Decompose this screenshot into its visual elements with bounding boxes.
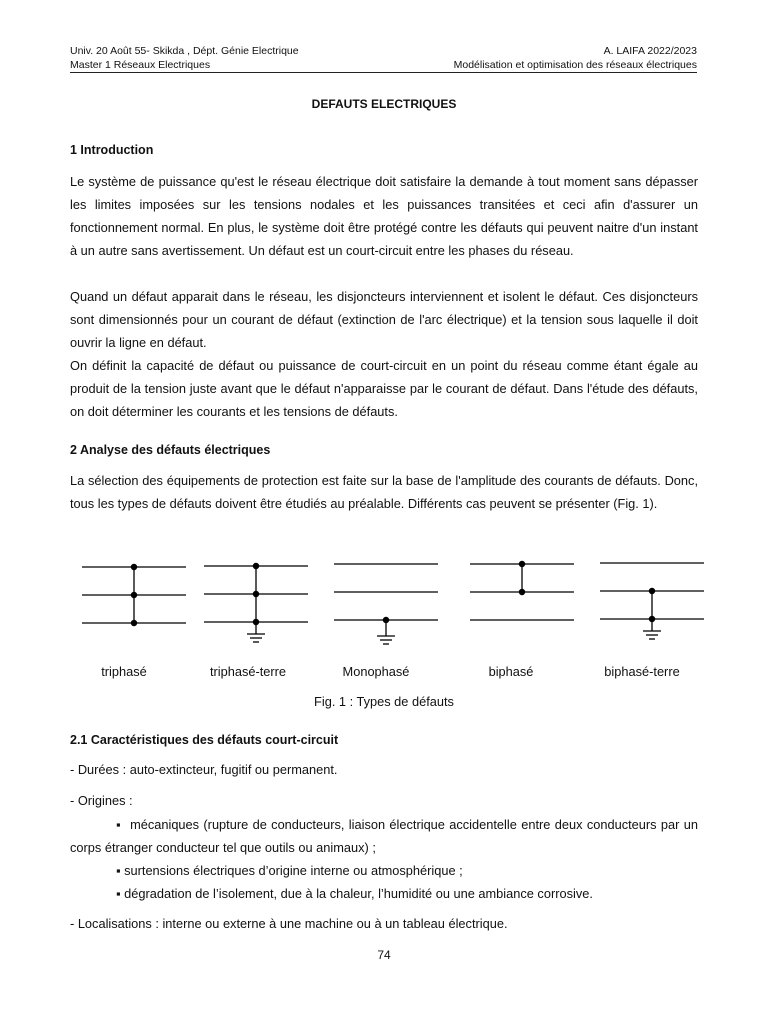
bullet-marker: ▪ xyxy=(116,886,121,901)
bullet-text: mécaniques (rupture de conducteurs, liaison électrique accidentelle entre deux conducteurs par un corps étranger conducteur tel que outils ou animaux) ; xyxy=(70,817,698,855)
origines-line: - Origines : xyxy=(70,793,133,808)
durees-line: - Durées : auto-extincteur, fugitif ou permanent. xyxy=(70,762,338,777)
bullet-marker: ▪ xyxy=(116,863,121,878)
diagram-biphase xyxy=(470,561,574,620)
section-2-heading: 2 Analyse des défauts électriques xyxy=(70,443,271,457)
document-title: DEFAUTS ELECTRIQUES xyxy=(311,97,457,111)
fault-types-figure xyxy=(0,550,768,650)
analysis-paragraph: La sélection des équipements de protection est faite sur la base de l'amplitude des courants de défauts. Donc, tous les types de défauts doivent être étudiés au préalable. Différents cas peuvent se présenter (Fig. 1). xyxy=(70,473,698,511)
localisations-line: - Localisations : interne ou externe à une machine ou à un tableau électrique. xyxy=(70,916,508,931)
bullet-mecaniques xyxy=(70,813,698,859)
header-program: Master 1 Réseaux Electriques xyxy=(70,59,211,71)
diagram-biphase-terre xyxy=(600,563,704,639)
bullet-surtensions xyxy=(116,863,463,878)
page-header-row-2 xyxy=(70,58,697,73)
label-monophase: Monophasé xyxy=(342,664,410,679)
label-triphase-terre: triphasé-terre xyxy=(209,664,287,679)
header-author-year: A. LAIFA 2022/2023 xyxy=(603,45,697,57)
intro-paragraph-3: On définit la capacité de défaut ou puissance de court-circuit en un point du réseau comme étant égale au produit de la tension juste avant que le défaut n'apparaisse par le courant de défaut. Dans l'étude des défauts, on doit déterminer les courants et les tensions de défauts. xyxy=(70,358,698,419)
bullet-text: dégradation de l’isolement, due à la chaleur, l’humidité ou une ambiance corrosive. xyxy=(124,886,593,901)
page-number: 74 xyxy=(377,948,391,962)
intro-paragraph-1: Le système de puissance qu'est le réseau électrique doit satisfaire la demande à tout moment sans dépasser les limites imposées sur les tensions nodales et les puissances transitées et ceci afin d'assurer un fonctionnement normal. En plus, le système doit être protégé contre les défauts qui peuvent naitre d'un instant à un autre sans avertissement. Un défaut est un court-circuit entre les phases du réseau. xyxy=(70,174,698,258)
diagram-triphase-terre xyxy=(204,563,308,642)
diagram-monophase xyxy=(334,564,438,644)
header-course: Modélisation et optimisation des réseaux électriques xyxy=(453,59,697,71)
diagram-triphase xyxy=(82,564,186,625)
intro-paragraph-2: Quand un défaut apparait dans le réseau, les disjoncteurs interviennent et isolent le défaut. Ces disjoncteurs sont dimensionnés pour un courant de défaut (extinction de l'arc électrique) et la tension sous laquelle il doit ouvrir la ligne en défaut. xyxy=(70,289,698,350)
bullet-marker: ▪ xyxy=(116,817,122,832)
bullet-text: surtensions électriques d’origine interne ou atmosphérique ; xyxy=(124,863,463,878)
page-header-row-1 xyxy=(70,44,697,58)
section-1-heading: 1 Introduction xyxy=(70,143,154,157)
label-biphase: biphasé xyxy=(488,664,534,679)
label-biphase-terre: biphasé-terre xyxy=(604,664,680,679)
bullet-degradation xyxy=(116,886,593,901)
header-institution: Univ. 20 Août 55- Skikda , Dépt. Génie Electrique xyxy=(70,45,299,57)
section-2-1-heading: 2.1 Caractéristiques des défauts court-circuit xyxy=(70,733,339,747)
label-triphase: triphasé xyxy=(101,664,147,679)
figure-caption: Fig. 1 : Types de défauts xyxy=(314,694,454,709)
